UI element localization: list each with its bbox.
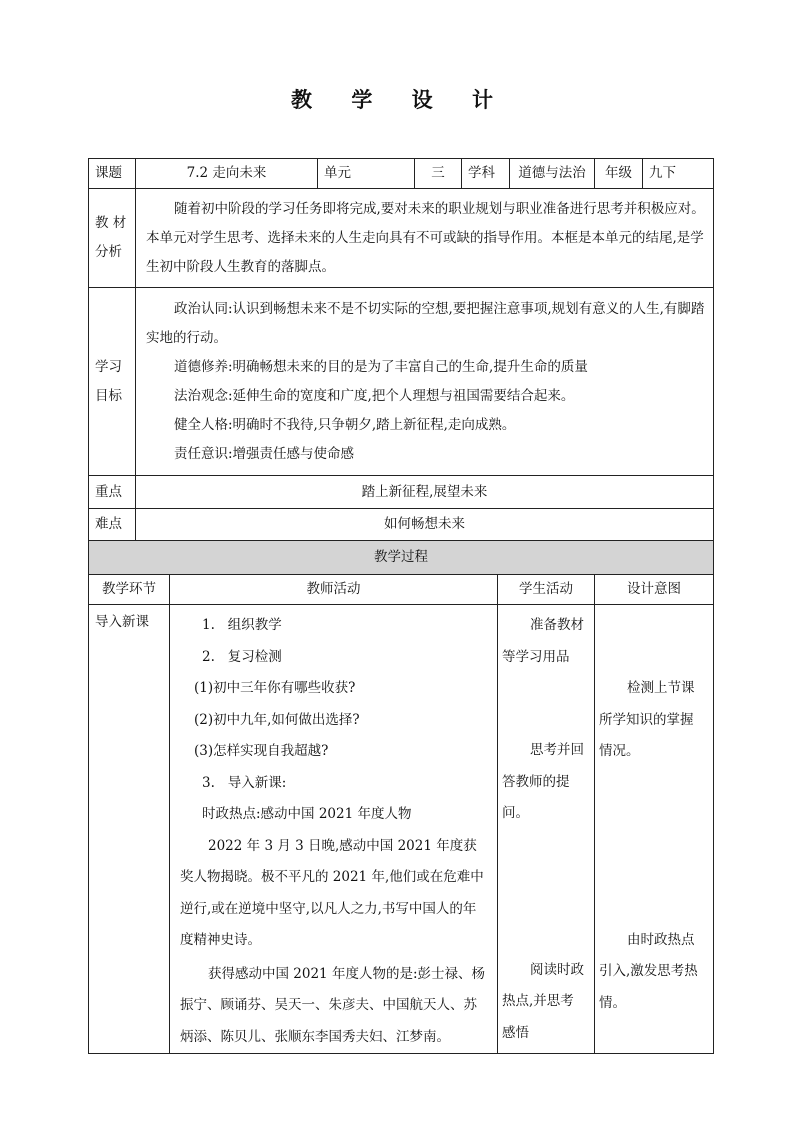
learning-goals-label-line2: 目标 <box>95 387 122 404</box>
teacher-paragraph-2: 获得感动中国 2021 年度人物的是:彭士禄、杨振宁、顾诵芬、吴天一、朱彦夫、中国航天人、苏炳添、陈贝儿、张顺东李国秀夫妇、江梦南。 <box>180 965 485 1045</box>
material-analysis-text: 随着初中阶段的学习任务即将完成,要对未来的职业规划与职业准备进行思考并积极应对。本单元对学生思考、选择未来的人生走向具有不可或缺的指导作用。本框是本单元的结尾,是学生初中阶段人生教育的落脚点。 <box>146 200 705 275</box>
student-activity-1: 准备教材等学习用品 <box>502 617 585 665</box>
key-point-row <box>89 476 714 509</box>
course-label: 课题 <box>89 159 136 189</box>
teacher-step-2: 2. 复习检测 <box>202 648 282 665</box>
difficulty-value: 如何畅想未来 <box>136 509 714 541</box>
teacher-activity <box>170 605 498 1054</box>
key-point-value: 踏上新征程,展望未来 <box>136 476 714 509</box>
lesson-plan-table <box>88 158 714 1054</box>
material-analysis-label <box>89 189 136 288</box>
learning-goals-label-line1: 学习 <box>95 358 122 375</box>
material-analysis-label-line2: 分析 <box>95 244 122 260</box>
design-intent-2: 由时政热点引入,激发思考热情。 <box>599 931 698 1011</box>
goal-item: 政治认同:认识到畅想未来不是不切实际的空想,要把握注意事项,规划有意义的人生,有脚踏实地的行动。 <box>146 300 705 346</box>
goal-item: 道德修养:明确畅想未来的目的是为了丰富自己的生命,提升生命的质量 <box>174 358 588 375</box>
column-student: 学生活动 <box>498 575 595 605</box>
course-value: 7.2 走向未来 <box>136 159 318 189</box>
key-point-label: 重点 <box>89 476 136 509</box>
student-activity-2: 思考并回答教师的提问。 <box>502 742 585 821</box>
design-intent <box>595 605 714 1054</box>
difficulty-row <box>89 509 714 541</box>
subject-value: 道德与法治 <box>510 159 595 189</box>
learning-goals-row <box>89 288 714 476</box>
learning-goals-list <box>136 288 714 476</box>
learning-goals-label <box>89 288 136 476</box>
process-header-row <box>89 541 714 575</box>
difficulty-label: 难点 <box>89 509 136 541</box>
header-row <box>89 159 714 189</box>
page-title: 教 学 设 计 <box>291 88 509 112</box>
teacher-question-3: (3)怎样实现自我超越? <box>194 743 329 759</box>
student-activity <box>498 605 595 1054</box>
hot-topic: 时政热点:感动中国 2021 年度人物 <box>202 806 412 822</box>
subject-label: 学科 <box>462 159 510 189</box>
material-analysis-row <box>89 189 714 288</box>
student-activity-3: 阅读时政热点,并思考感悟 <box>502 961 585 1041</box>
unit-value: 三 <box>415 159 462 189</box>
goal-item: 健全人格:明确时不我待,只争朝夕,踏上新征程,走向成熟。 <box>174 416 516 433</box>
column-stage: 教学环节 <box>89 575 170 605</box>
goal-item: 法治观念:延伸生命的宽度和广度,把个人理想与祖国需要结合起来。 <box>174 387 575 404</box>
process-row <box>89 605 714 1054</box>
stage-cell: 导入新课 <box>89 605 170 1054</box>
teacher-step-1: 1. 组织教学 <box>202 617 282 633</box>
column-intent: 设计意图 <box>595 575 714 605</box>
design-intent-1: 检测上节课所学知识的掌握情况。 <box>599 680 695 759</box>
teacher-paragraph-1: 2022 年 3 月 3 日晚,感动中国 2021 年度获奖人物揭晓。极不平凡的 2021 年,他们或在危难中逆行,或在逆境中坚守,以凡人之力,书写中国人的年度精神史诗。 <box>180 837 484 948</box>
material-analysis-label-line1: 教 材 <box>95 215 127 231</box>
process-columns-row <box>89 575 714 605</box>
teacher-step-3: 3. 导入新课: <box>202 774 287 791</box>
grade-label: 年级 <box>595 159 643 189</box>
goal-item: 责任意识:增强责任感与使命感 <box>174 445 355 462</box>
teacher-question-1: (1)初中三年你有哪些收获? <box>194 680 356 696</box>
column-teacher: 教师活动 <box>170 575 498 605</box>
process-header: 教学过程 <box>89 541 714 575</box>
teacher-question-2: (2)初中九年,如何做出选择? <box>194 711 360 728</box>
grade-value: 九下 <box>643 159 714 189</box>
unit-label: 单元 <box>318 159 415 189</box>
